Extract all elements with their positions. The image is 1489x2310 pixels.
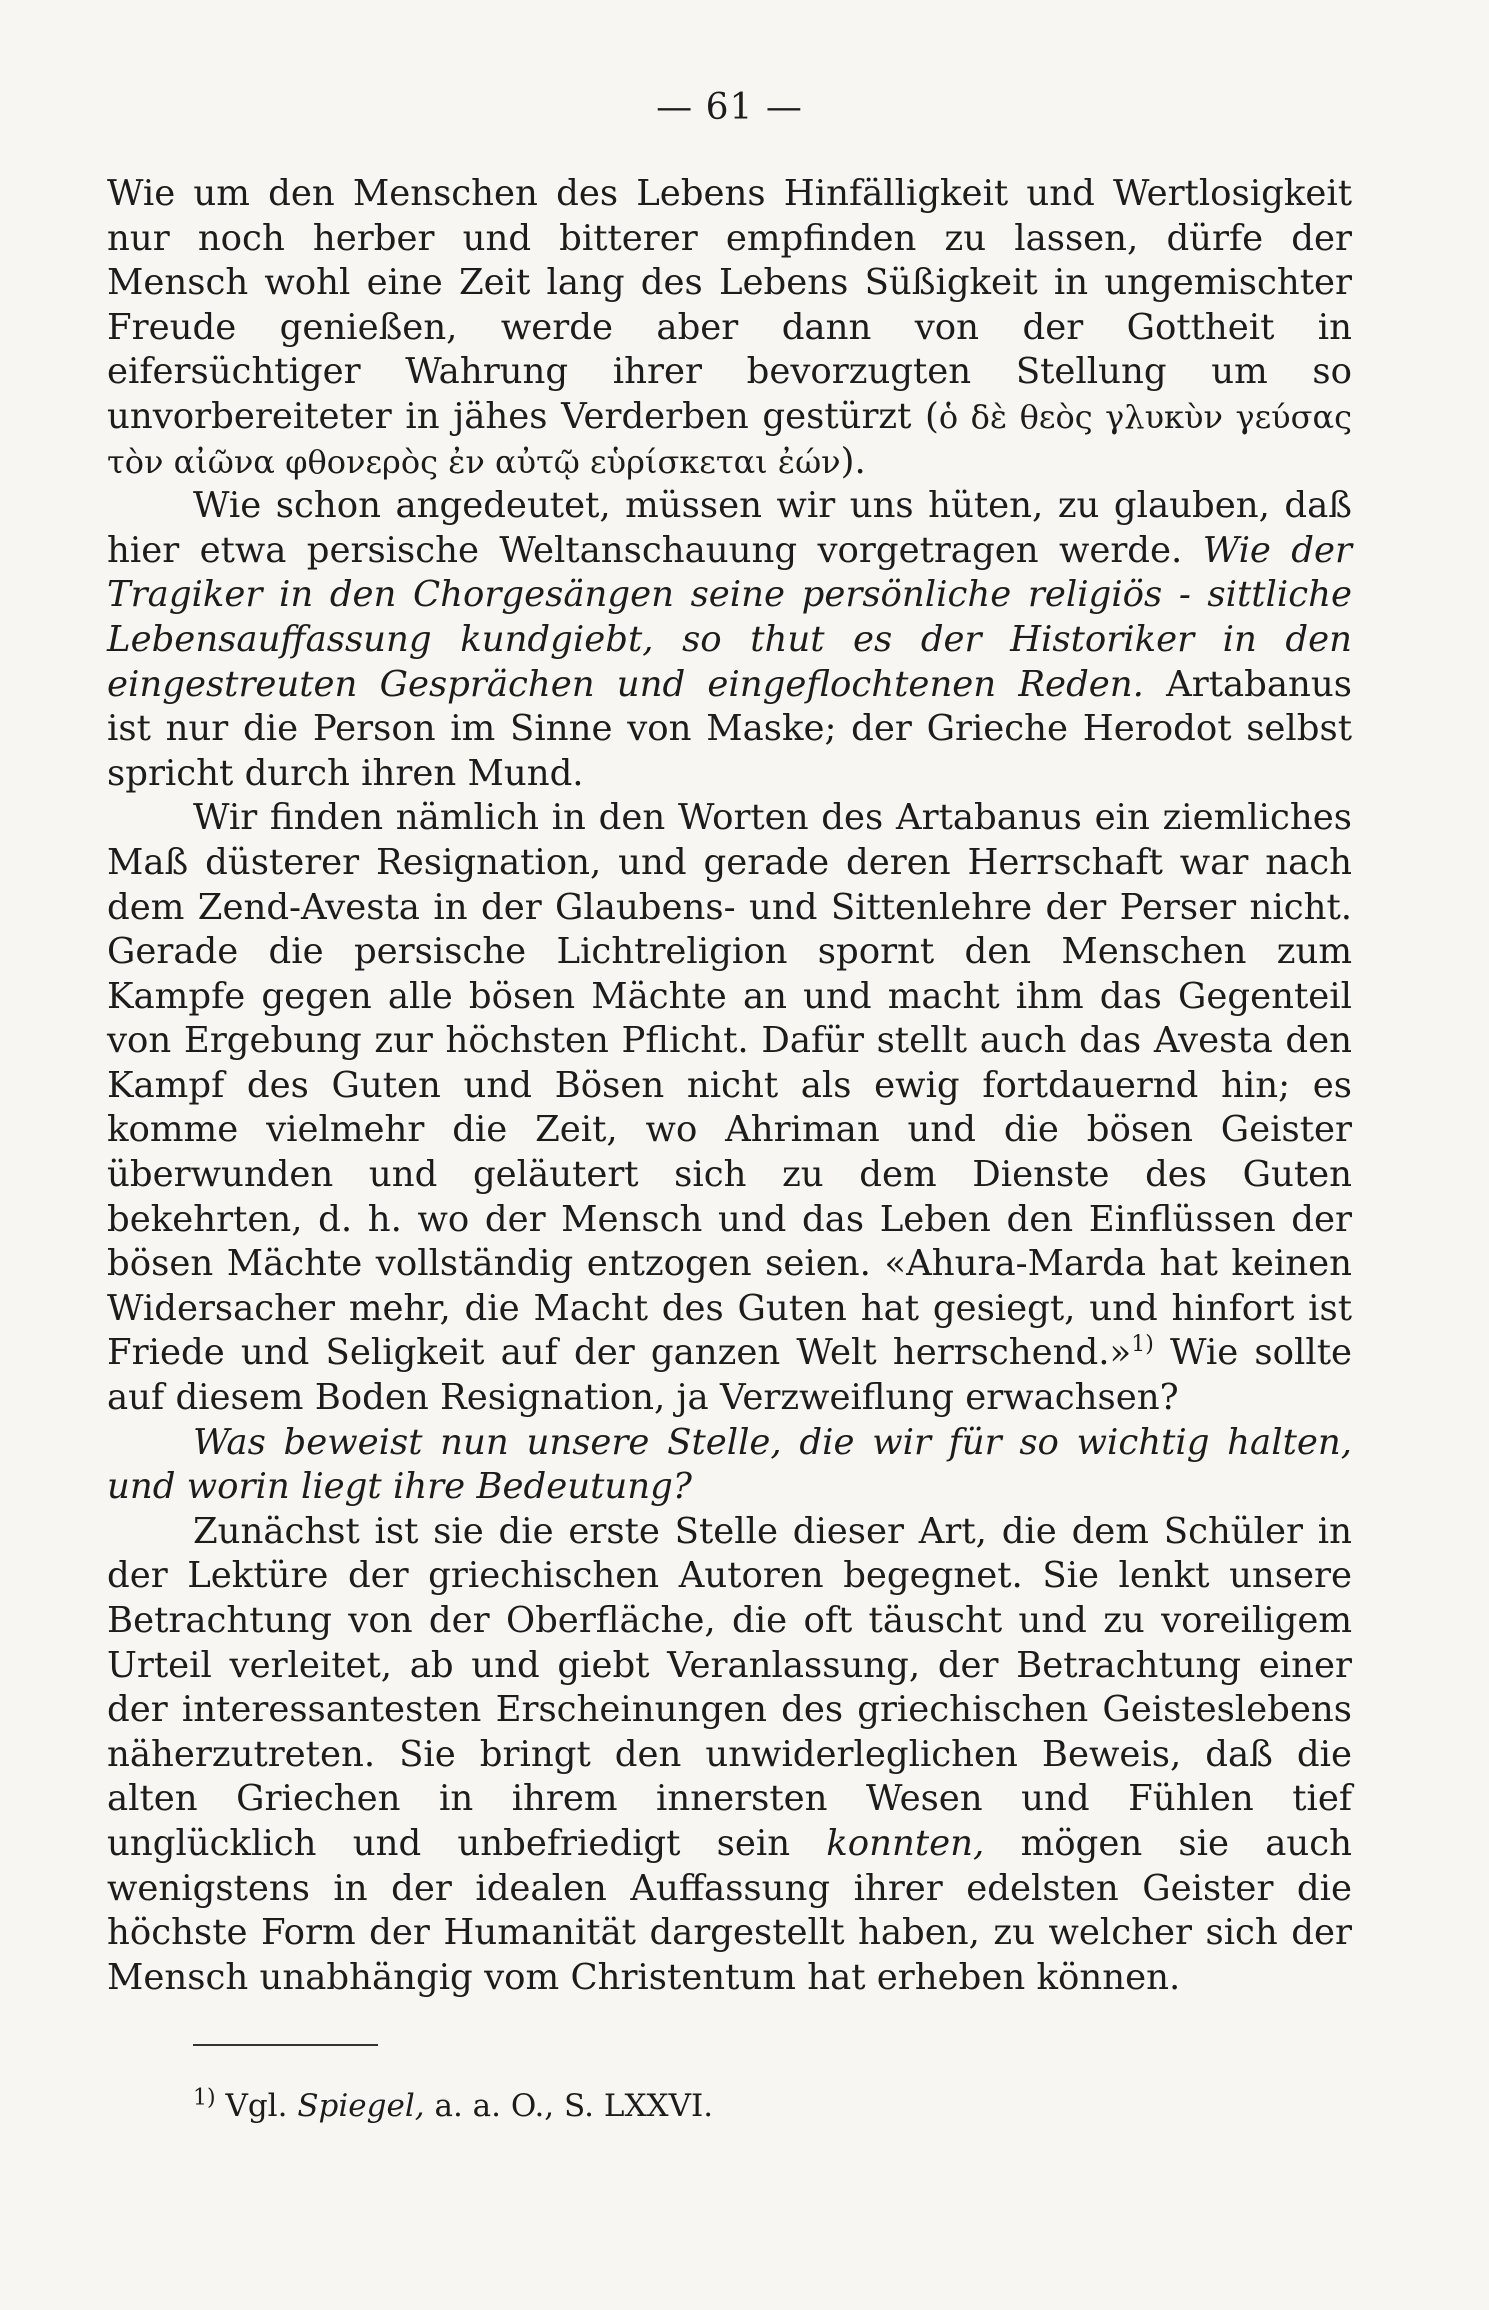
paragraph-2-end: Artabanus ist nur die Person im Sinne von Maske; der Grieche Herodot selbst spricht durch ihren Mund. bbox=[107, 663, 1352, 794]
paragraph-5 bbox=[107, 1510, 1352, 2001]
footnote-divider bbox=[193, 2044, 378, 2046]
book-page bbox=[107, 88, 1352, 2126]
paragraph-1-text: Wie um den Menschen des Lebens Hinfälligkeit und Wertlosigkeit nur noch herber und bitterer empfinden zu lassen, dürfe der Mensch wohl eine Zeit lang des Lebens Süßigkeit in ungemischter Freude genießen, werde aber dann von der Gottheit in eifersüchtiger Wahrung ihrer bevorzugten Stellung um so unvorbereiteter in jähes Verderben gestürzt ( bbox=[107, 173, 1352, 437]
footnote bbox=[193, 2086, 1352, 2126]
greek-quotation: ὁ δὲ θεὸς γλυκὺν γεύσας τὸν αἰῶνα φθονερὸς ἐν αὐτῷ εὑρίσκεται ἐών bbox=[107, 397, 1353, 481]
paragraph-5-italic: konnten, bbox=[826, 1822, 985, 1864]
paragraph-5-end: mögen sie auch wenigstens in der idealen Auffassung ihrer edelsten Geister die höchste Form der Humanität dargestellt haben, zu welcher sich der Mensch unabhängig vom Christentum hat erheben können. bbox=[107, 1822, 1352, 1998]
footnote-marker: 1) bbox=[193, 2086, 216, 2112]
paragraph-4-italic: Was beweist nun unsere Stelle, die wir für so wichtig halten, und worin liegt ihre Bedeutung? bbox=[107, 1421, 1352, 1508]
paragraph-2 bbox=[107, 484, 1352, 796]
paragraph-3 bbox=[107, 796, 1352, 1420]
footnote-author: Spiegel, bbox=[297, 2088, 425, 2125]
paragraph-5-start: Zunächst ist sie die erste Stelle dieser Art, die dem Schüler in der Lektüre der griechischen Autoren begegnet. Sie lenkt unsere Betrachtung von der Oberfläche, die oft täuscht und zu voreiligem Urteil verleitet, ab und giebt Veranlassung, der Betrachtung einer der interessantesten Erscheinungen des griechischen Geisteslebens näherzutreten. Sie bringt den unwiderleglichen Beweis, daß die alten Griechen in ihrem innersten Wesen und Fühlen tief unglücklich und unbefriedigt sein bbox=[107, 1510, 1352, 1864]
paragraph-3-start: Wir finden nämlich in den Worten des Artabanus ein ziemliches Maß düsterer Resignation, und gerade deren Herrschaft war nach dem Zend-Avesta in der Glaubens- und Sittenlehre der Perser nicht. Gerade die persische Lichtreligion spornt den Menschen zum Kampfe gegen alle bösen Mächte an und macht ihm das Gegenteil von Ergebung zur höchsten Pflicht. Dafür stellt auch das Avesta den Kampf des Guten und Bösen nicht als ewig fortdauernd hin; es komme vielmehr die Zeit, wo Ahriman und die bösen Geister überwunden und geläutert sich zu dem Dienste des Guten bekehrten, d. h. wo der Mensch und das Leben den Einflüssen der bösen Mächte vollständig entzogen seien. «Ahura-Marda hat keinen Widersacher mehr, die Macht des Guten hat gesiegt, und hinfort ist Friede und Seligkeit auf der ganzen Welt herrschend.» bbox=[107, 797, 1352, 1374]
paragraph-3-end: Wie sollte auf diesem Boden Resignation, ja Verzweiflung erwachsen? bbox=[107, 1332, 1353, 1419]
paragraph-2-start: Wie schon angedeutet, müssen wir uns hüten, zu glauben, daß hier etwa persische Weltanschauung vorgetragen werde. bbox=[107, 485, 1352, 571]
footnote-text-start: Vgl. bbox=[215, 2088, 298, 2125]
paragraph-1 bbox=[107, 172, 1352, 484]
footnote-reference: 1) bbox=[1131, 1332, 1154, 1358]
paragraph-4-question bbox=[107, 1421, 1352, 1510]
footnote-text-end: a. a. O., S. LXXVI. bbox=[424, 2088, 714, 2125]
paragraph-2-italic: Wie der Tragiker in den Chorgesängen seine persönliche religiös - sittliche Lebensauffassung kundgiebt, so thut es der Historiker in den eingestreuten Gesprächen und eingeflochtenen Reden. bbox=[107, 529, 1353, 705]
paragraph-1-end: ). bbox=[840, 440, 866, 482]
page-number: — 61 — bbox=[656, 87, 803, 128]
